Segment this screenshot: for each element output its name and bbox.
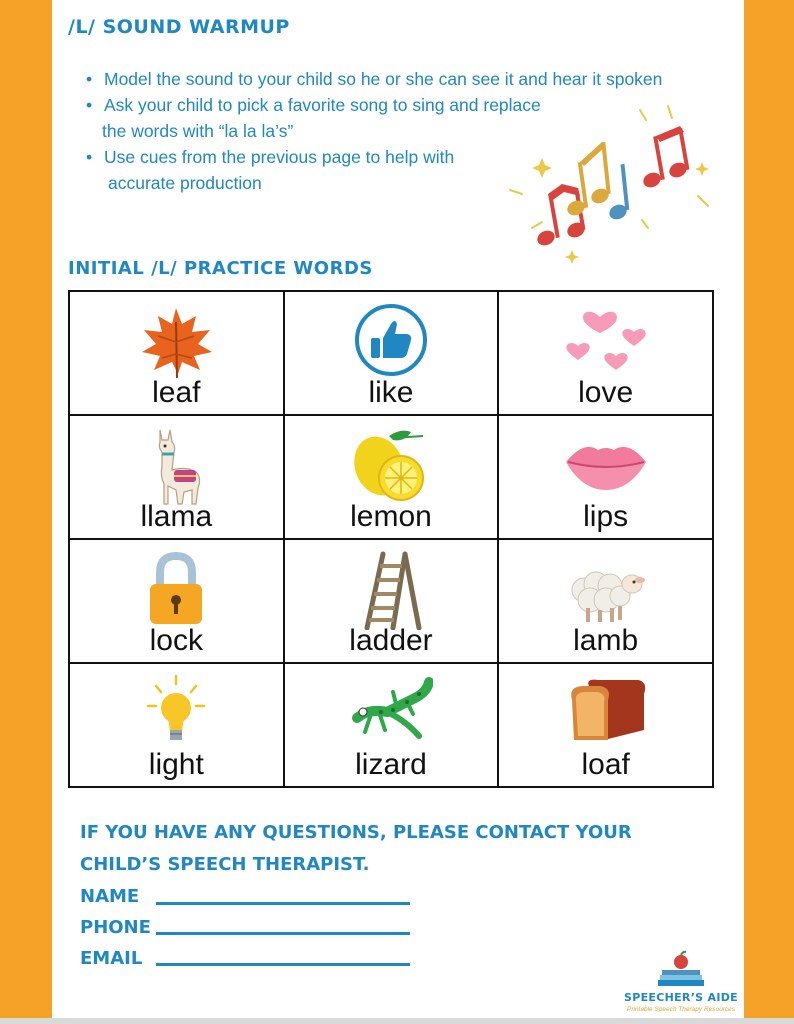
word-card <box>498 663 713 787</box>
bullet-line: • Use cues from the previous page to help with <box>104 147 455 167</box>
word-card <box>69 291 284 415</box>
word-card <box>284 415 499 539</box>
word-label: lizard <box>355 748 427 781</box>
word-label: lemon <box>350 500 432 533</box>
logo-tagline: Printable Speech Therapy Resources <box>626 1006 736 1013</box>
contact-note-line-1: IF YOU HAVE ANY QUESTIONS, PLEASE CONTACT YOUR <box>80 822 632 843</box>
lizard-icon <box>349 674 433 754</box>
name-label: NAME <box>80 886 140 907</box>
table-row <box>69 291 713 415</box>
ladder-icon <box>349 550 433 630</box>
word-card <box>69 415 284 539</box>
hearts-icon <box>564 302 648 382</box>
word-label: love <box>578 376 634 409</box>
bullet-line: accurate production <box>108 173 262 193</box>
right-orange-border <box>744 0 794 1024</box>
word-card <box>284 291 499 415</box>
padlock-icon <box>134 550 218 630</box>
phone-label: PHONE <box>80 917 151 938</box>
lips-icon <box>564 426 648 506</box>
word-card <box>498 291 713 415</box>
word-label: light <box>148 748 204 781</box>
word-label: leaf <box>152 376 201 409</box>
bullet-line: • Model the sound to your child so he or she can see it and hear it spoken <box>104 69 663 89</box>
word-label: like <box>368 376 414 409</box>
word-card <box>284 663 499 787</box>
lemon-icon <box>349 426 433 506</box>
word-label: lock <box>149 624 203 657</box>
contact-note-line-2: CHILD’S SPEECH THERAPIST. <box>80 854 370 875</box>
word-label: ladder <box>349 624 433 657</box>
email-field[interactable] <box>156 963 410 966</box>
lamb-icon <box>564 550 648 630</box>
word-card <box>498 539 713 663</box>
light-bulb-icon <box>134 674 218 754</box>
table-row <box>69 415 713 539</box>
warmup-title: /L/ SOUND WARMUP <box>68 16 290 38</box>
word-label: lips <box>583 500 629 533</box>
word-label: lamb <box>573 624 639 657</box>
bottom-edge <box>0 1018 794 1024</box>
practice-words-title: INITIAL /L/ PRACTICE WORDS <box>68 258 373 279</box>
leaf-icon <box>134 302 218 382</box>
llama-icon <box>134 426 218 506</box>
warmup-bullet <box>86 66 726 92</box>
speechers-aide-logo <box>622 950 740 1018</box>
thumbs-up-icon <box>349 302 433 382</box>
logo-name: SPEECHER’S AIDE <box>624 991 738 1004</box>
books-apple-icon <box>622 950 740 990</box>
word-card <box>498 415 713 539</box>
word-label: loaf <box>581 748 630 781</box>
music-notes-icon <box>502 100 722 270</box>
name-field[interactable] <box>156 902 410 905</box>
bullet-line: • Ask your child to pick a favorite song to sing and replace <box>104 95 541 115</box>
practice-words-table <box>68 290 714 788</box>
email-label: EMAIL <box>80 948 143 969</box>
word-card <box>69 539 284 663</box>
left-orange-border <box>0 0 52 1024</box>
word-card <box>69 663 284 787</box>
bullet-line: the words with “la la la’s” <box>102 121 294 141</box>
bread-loaf-icon <box>564 674 648 754</box>
phone-field[interactable] <box>156 932 410 935</box>
word-label: llama <box>140 500 213 533</box>
word-card <box>284 539 499 663</box>
table-row <box>69 663 713 787</box>
table-row <box>69 539 713 663</box>
